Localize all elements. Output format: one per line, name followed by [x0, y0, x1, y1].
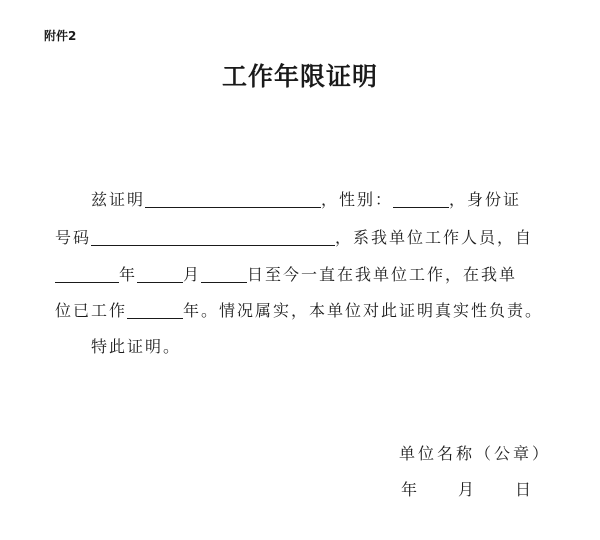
- id-number-blank[interactable]: [91, 229, 335, 246]
- text-gender: ，性别：: [321, 190, 394, 209]
- date-year-label: 年: [401, 480, 421, 499]
- closing-text: 特此证明。: [91, 337, 182, 356]
- text-staff-since: ，系我单位工作人员，自: [335, 228, 534, 247]
- years-worked-blank[interactable]: [127, 302, 183, 319]
- start-year-blank[interactable]: [55, 266, 119, 283]
- text-certify: 兹证明: [91, 190, 146, 209]
- body-line-2: [55, 225, 533, 248]
- date-month-label: 月: [458, 480, 478, 499]
- text-id-card: ，身份证: [449, 190, 522, 209]
- text-year: 年: [119, 265, 138, 284]
- body-line-3: [55, 262, 517, 285]
- text-month: 月: [183, 265, 202, 284]
- start-day-blank[interactable]: [201, 266, 247, 283]
- text-worked: 位已工作: [55, 301, 128, 320]
- date-day-label: 日: [515, 480, 535, 499]
- attachment-label: 附件2: [44, 29, 77, 43]
- text-day-continuous: 日至今一直在我单位工作，在我单: [247, 265, 518, 284]
- page-title: 工作年限证明: [221, 62, 378, 91]
- start-month-blank[interactable]: [137, 266, 183, 283]
- body-line-1: [91, 187, 521, 210]
- name-blank[interactable]: [145, 191, 321, 208]
- org-name-seal-label: 单位名称（公章）: [399, 444, 552, 463]
- gender-blank[interactable]: [393, 191, 449, 208]
- text-responsibility: 年。情况属实，本单位对此证明真实性负责。: [183, 301, 544, 320]
- body-line-4: [55, 298, 543, 321]
- text-id-number: 号码: [55, 228, 92, 247]
